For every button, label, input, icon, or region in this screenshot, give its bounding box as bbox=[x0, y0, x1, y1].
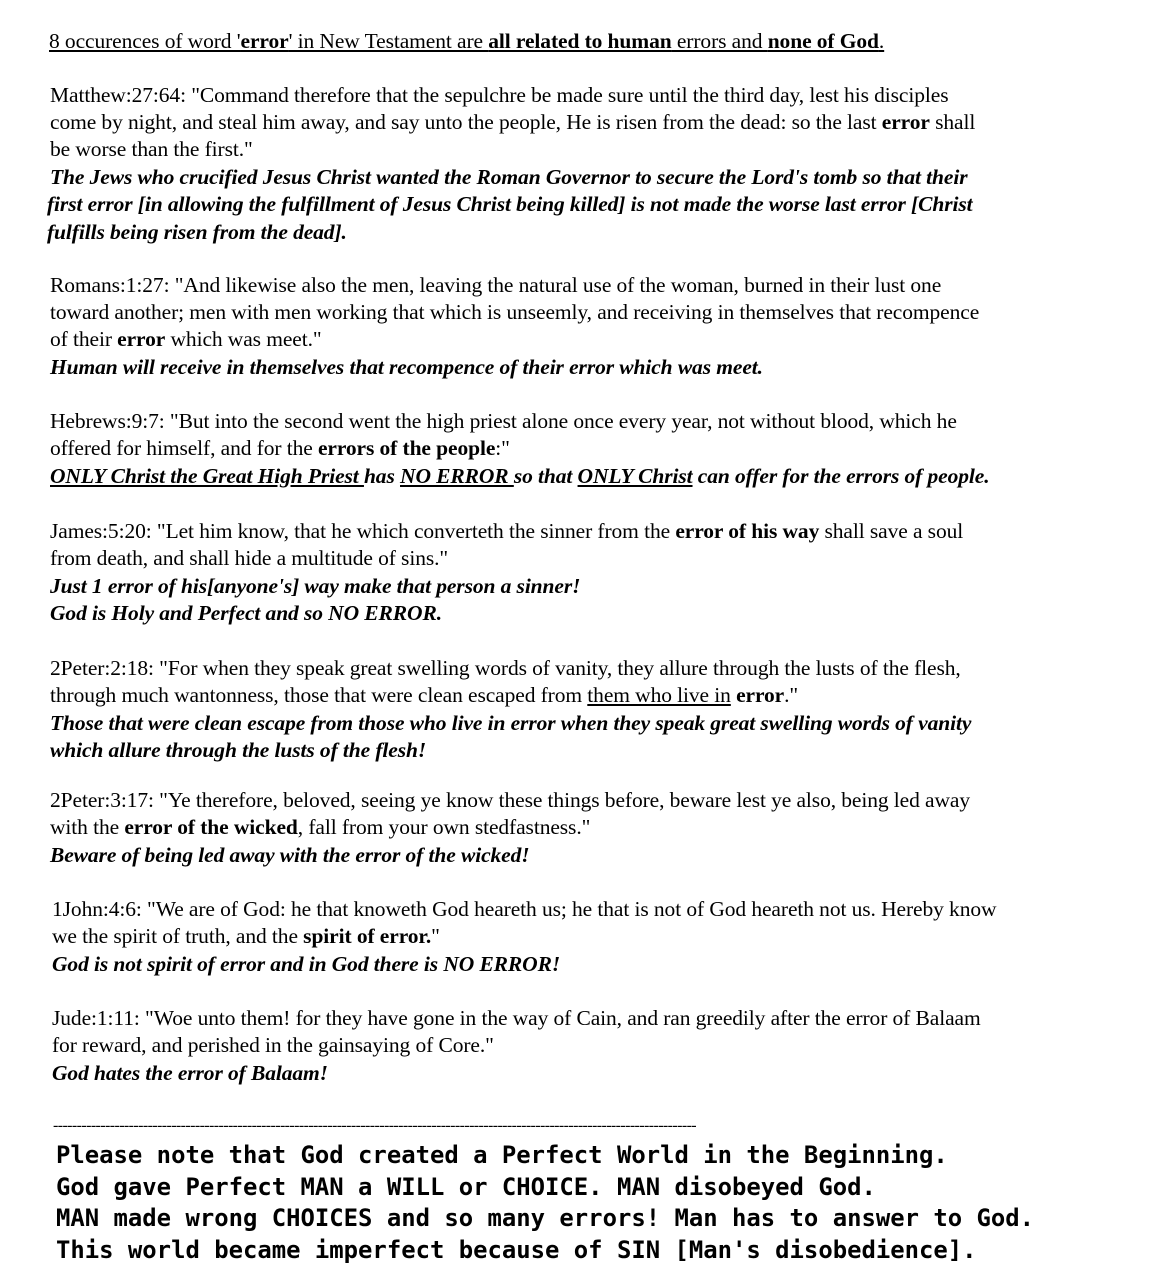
verse-line: 2Peter:3:17: "Ye therefore, beloved, seeing ye know these things before, beware lest ye also, being led away bbox=[50, 788, 971, 812]
commentary-line bbox=[50, 463, 990, 490]
verse-line: Jude:1:11: "Woe unto them! for they have gone in the way of Cain, and ran greedily after the error of Balaam bbox=[52, 1006, 981, 1030]
verse-line: 1John:4:6: "We are of God: he that knoweth God heareth us; he that is not of God heareth not us. Hereby know bbox=[52, 897, 997, 921]
verse-highlight: error of the wicked bbox=[124, 815, 298, 839]
heading-text: . bbox=[878, 29, 885, 53]
verse-line bbox=[50, 109, 975, 136]
commentary-text: can offer for the errors of people. bbox=[692, 464, 990, 488]
verse-highlight: error of his way bbox=[675, 519, 820, 543]
verse-text: shall bbox=[929, 110, 976, 134]
commentary-line: God hates the error of Balaam! bbox=[52, 1061, 328, 1085]
commentary-line: fulfills being risen from the dead]. bbox=[47, 220, 347, 244]
commentary-underline: ONLY Christ the Great High Priest bbox=[50, 464, 364, 488]
verse-line: from death, and shall hide a multitude of sins." bbox=[50, 546, 449, 570]
verse-text: offered for himself, and for the bbox=[50, 436, 318, 460]
verse-highlight: spirit of error. bbox=[303, 924, 432, 948]
commentary-line: God is Holy and Perfect and so NO ERROR. bbox=[50, 601, 442, 625]
commentary-underline: NO ERROR bbox=[400, 464, 514, 488]
verse-line: toward another; men with men working that which is unseemly, and receiving in themselves that recompence bbox=[50, 300, 980, 324]
commentary-line: which allure through the lusts of the flesh! bbox=[50, 738, 427, 762]
note-line: God gave Perfect MAN a WILL or CHOICE. MAN disobeyed God. bbox=[56, 1173, 876, 1201]
verse-text: through much wantonness, those that were clean escaped from bbox=[50, 683, 588, 707]
verse-text: ." bbox=[784, 683, 799, 707]
heading-text: ' in New Testament are bbox=[288, 29, 489, 53]
note-line: This world became imperfect because of SIN [Man's disobedience]. bbox=[56, 1236, 977, 1264]
verse-line bbox=[50, 326, 322, 353]
verse-line: Hebrews:9:7: "But into the second went the high priest alone once every year, not without blood, which he bbox=[50, 409, 957, 433]
verse-line bbox=[50, 435, 510, 462]
verse-line: for reward, and perished in the gainsaying of Core." bbox=[52, 1033, 494, 1057]
commentary-line: The Jews who crucified Jesus Christ wanted the Roman Governor to secure the Lord's tomb so that their bbox=[50, 165, 968, 189]
verse-highlight: errors of the people bbox=[317, 436, 496, 460]
commentary-line: Beware of being led away with the error of the wicked! bbox=[50, 843, 530, 867]
verse-line: Romans:1:27: "And likewise also the men, leaving the natural use of the woman, burned in their lust one bbox=[50, 273, 942, 297]
verse-text: come by night, and steal him away, and say unto the people, He is risen from the dead: so the last bbox=[50, 110, 882, 134]
verse-text: James:5:20: "Let him know, that he which converteth the sinner from the bbox=[50, 519, 676, 543]
commentary-line: Those that were clean escape from those who live in error when they speak great swelling words of vanity bbox=[50, 711, 972, 735]
commentary-text: so that bbox=[513, 464, 578, 488]
commentary-line: Human will receive in themselves that recompence of their error which was meet. bbox=[50, 355, 763, 379]
verse-line: be worse than the first." bbox=[50, 137, 253, 161]
verse-text: , fall from your own stedfastness." bbox=[297, 815, 591, 839]
commentary-line: Just 1 error of his[anyone's] way make that person a sinner! bbox=[50, 574, 581, 598]
verse-highlight: error bbox=[881, 110, 930, 134]
verse-text: which was meet." bbox=[165, 327, 322, 351]
commentary-line: God is not spirit of error and in God there is NO ERROR! bbox=[52, 952, 561, 976]
verse-line bbox=[50, 682, 798, 709]
verse-text: " bbox=[431, 924, 440, 948]
heading-text: errors and bbox=[671, 29, 768, 53]
heading-bold: none of God bbox=[767, 29, 879, 53]
verse-text: :" bbox=[495, 436, 510, 460]
verse-line bbox=[50, 518, 963, 545]
verse-text: with the bbox=[50, 815, 125, 839]
heading bbox=[49, 28, 884, 55]
verse-text: shall save a soul bbox=[819, 519, 964, 543]
heading-bold: error bbox=[240, 29, 289, 53]
verse-text: of their bbox=[50, 327, 118, 351]
note-line: Please note that God created a Perfect World in the Beginning. bbox=[56, 1141, 948, 1169]
commentary-text: has bbox=[363, 464, 401, 488]
verse-highlight: error bbox=[117, 327, 166, 351]
commentary-underline: ONLY Christ bbox=[577, 464, 693, 488]
verse-line: 2Peter:2:18: "For when they speak great swelling words of vanity, they allure through the lusts of the flesh, bbox=[50, 656, 961, 680]
commentary-line: first error [in allowing the fulfillment of Jesus Christ being killed] is not made the worse last error [Christ bbox=[47, 192, 973, 216]
separator: ---------------------------------------------------------------------------------------------------------------------------------------- bbox=[53, 1118, 697, 1134]
verse-line bbox=[52, 923, 440, 950]
verse-text: we the spirit of truth, and the bbox=[52, 924, 304, 948]
note-line: MAN made wrong CHOICES and so many errors! Man has to answer to God. bbox=[56, 1204, 1035, 1232]
verse-highlight: error bbox=[736, 683, 785, 707]
verse-line: Matthew:27:64: "Command therefore that the sepulchre be made sure until the third day, lest his disciples bbox=[50, 83, 949, 107]
heading-text: 8 occurences of word ' bbox=[49, 29, 241, 53]
verse-line bbox=[50, 814, 590, 841]
heading-bold: all related to human bbox=[488, 29, 672, 53]
verse-underline: them who live in bbox=[587, 683, 731, 707]
